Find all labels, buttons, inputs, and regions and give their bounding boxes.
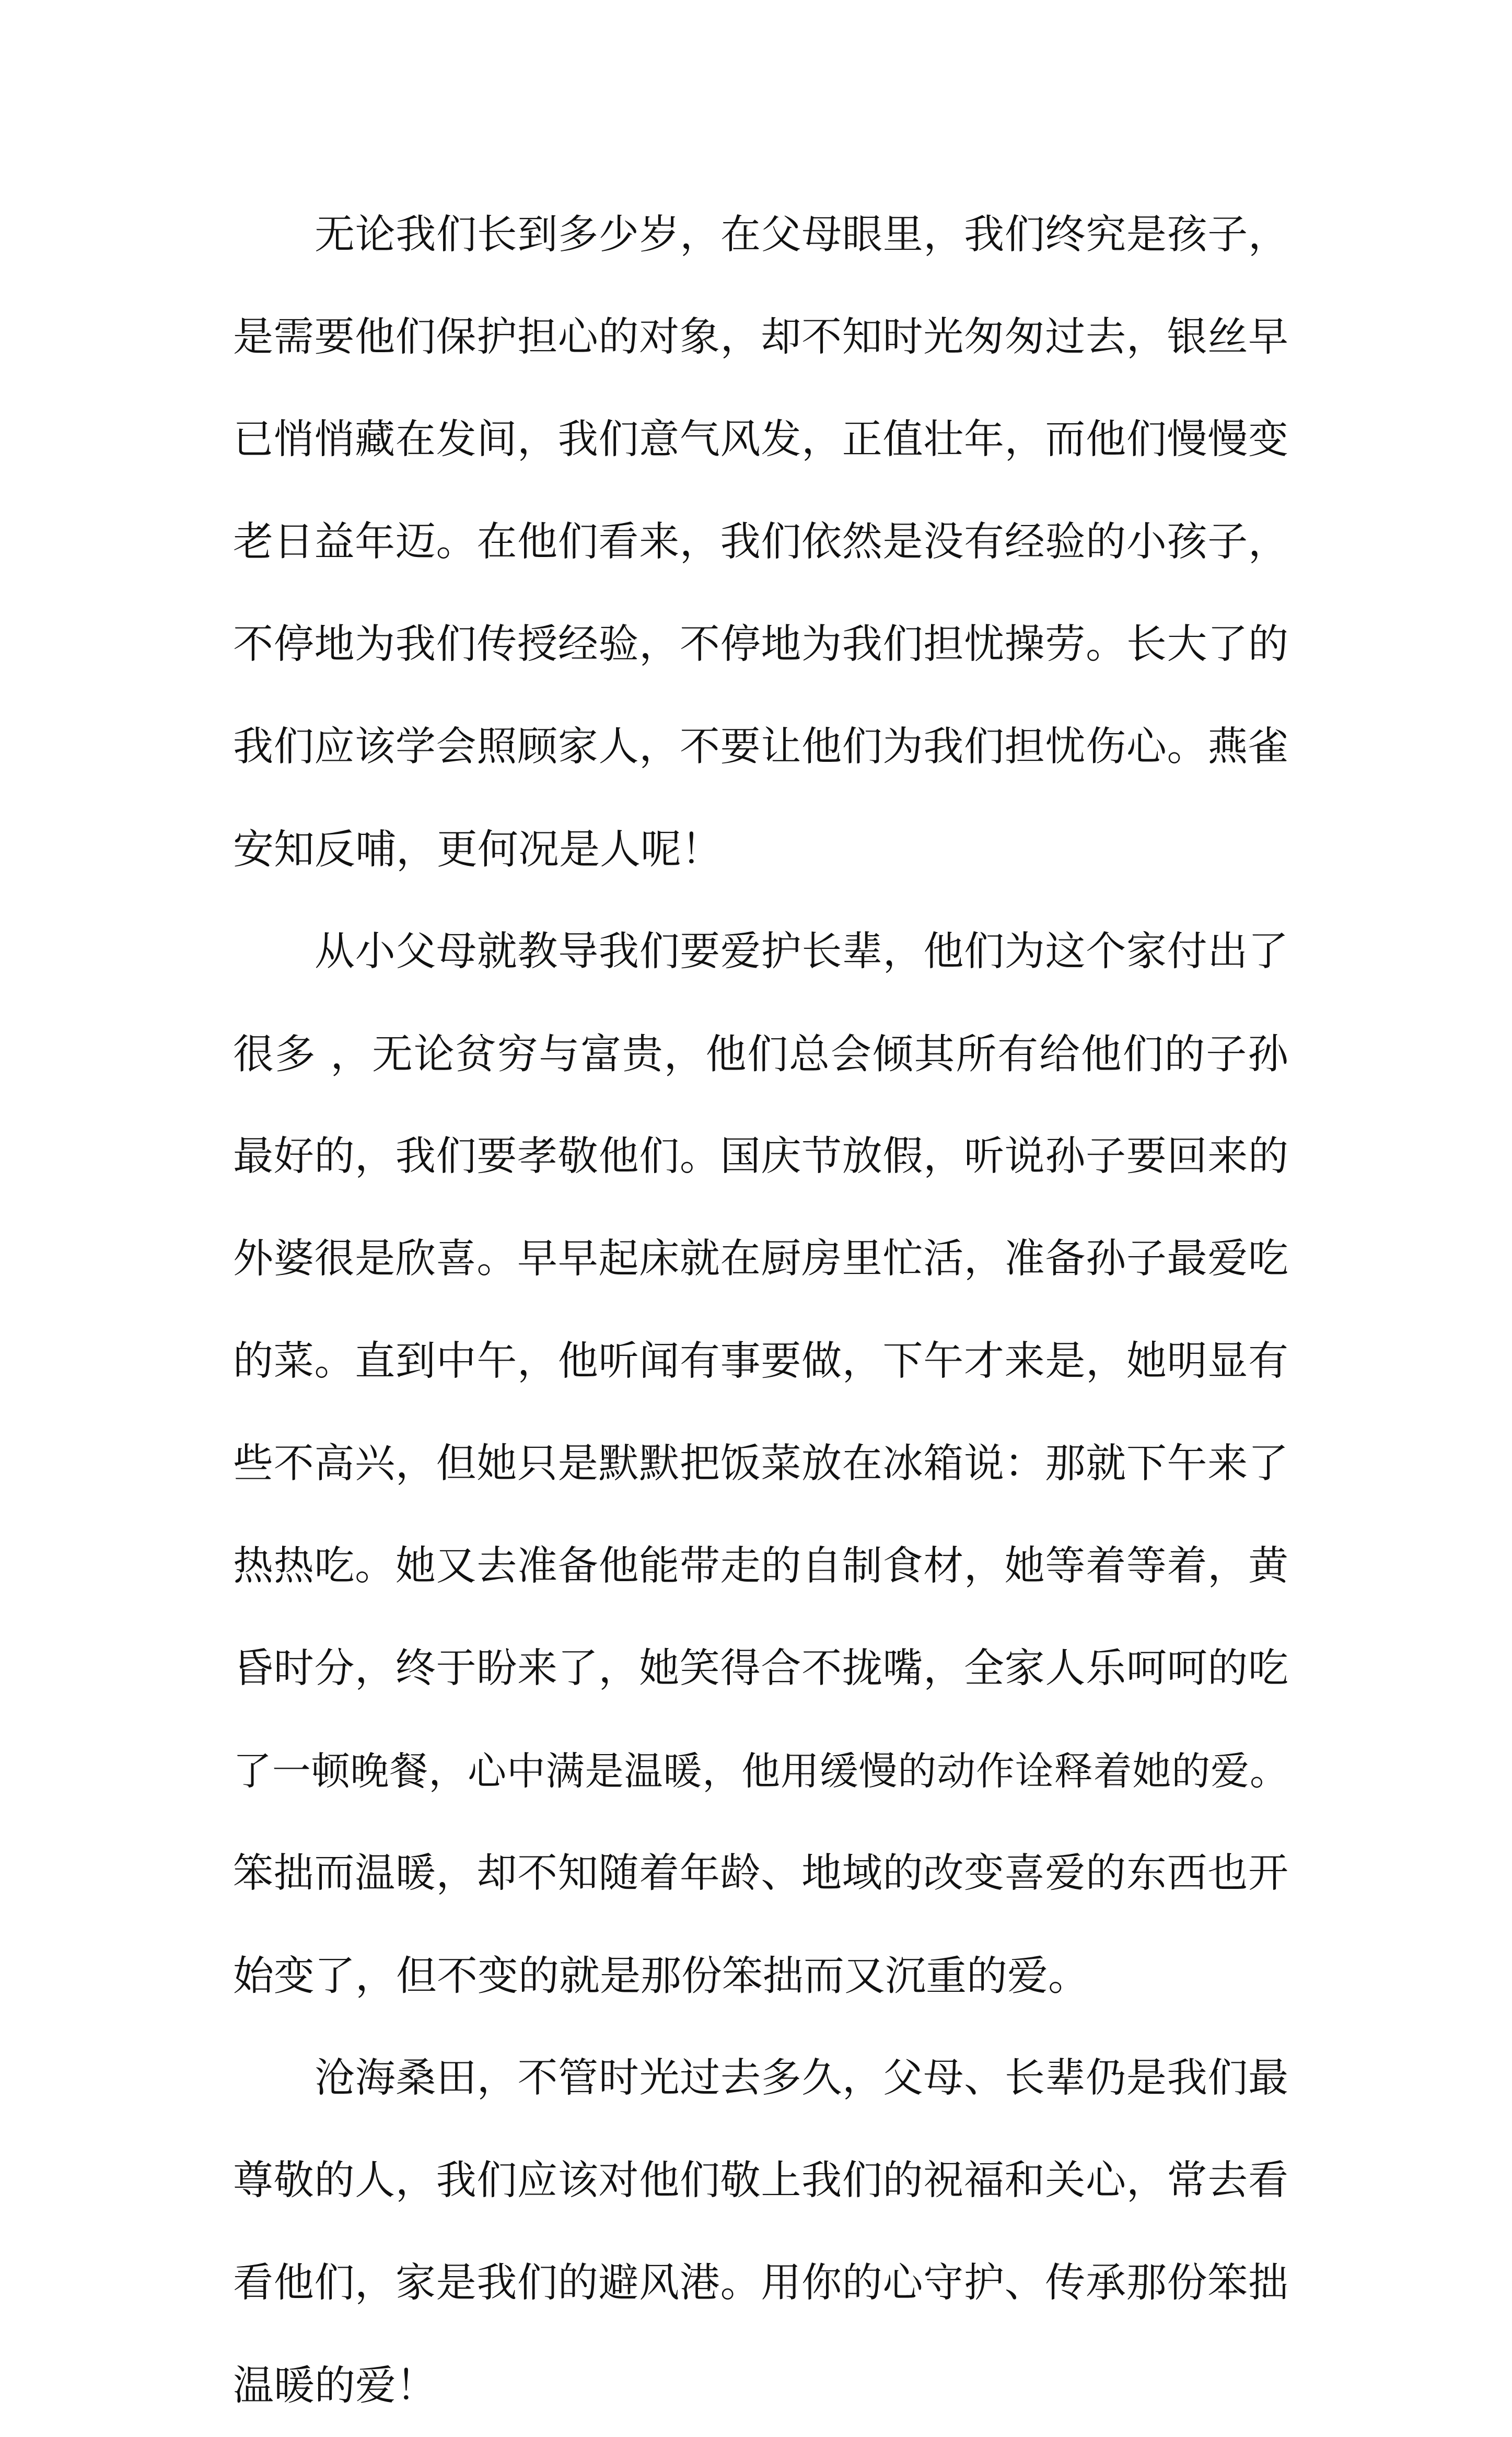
text-line: 的菜。直到中午，他听闻有事要做，下午才来是，她明显有 (233, 1338, 1288, 1385)
text-line: 不停地为我们传授经验，不停地为我们担忧操劳。长大了的 (233, 621, 1288, 668)
text-line: 笨拙而温暖，却不知随着年龄、地域的改变喜爱的东西也开 (233, 1850, 1288, 1897)
text-line: 老日益年迈。在他们看来，我们依然是没有经验的小孩子， (233, 519, 1288, 565)
text-line: 很多 ，无论贫穷与富贵，他们总会倾其所有给他们的子孙 (233, 1031, 1288, 1078)
text-line: 已悄悄藏在发间，我们意气风发，正值壮年，而他们慢慢变 (233, 416, 1288, 463)
text-line: 昏时分，终于盼来了，她笑得合不拢嘴，全家人乐呵呵的吃 (233, 1645, 1288, 1692)
text-line: 了一顿晚餐，心中满是温暖，他用缓慢的动作诠释着她的爱。 (233, 1749, 1288, 1794)
text-line: 是需要他们保护担心的对象，却不知时光匆匆过去，银丝早 (233, 314, 1288, 361)
text-line: 外婆很是欣喜。早早起床就在厨房里忙活，准备孙子最爱吃 (233, 1236, 1288, 1282)
text-line: 沧海桑田，不管时光过去多久，父母、长辈仍是我们最 (315, 2055, 1288, 2102)
text-line: 我们应该学会照顾家人，不要让他们为我们担忧伤心。燕雀 (233, 724, 1288, 770)
text-line: 安知反哺，更何况是人呢！ (233, 826, 723, 873)
text-line: 无论我们长到多少岁，在父母眼里，我们终究是孩子， (315, 212, 1288, 258)
document-body (233, 184, 1288, 2437)
text-line: 看他们，家是我们的避风港。用你的心守护、传承那份笨拙 (233, 2260, 1288, 2306)
text-line: 尊敬的人，我们应该对他们敬上我们的祝福和关心，常去看 (233, 2157, 1288, 2204)
text-line: 温暖的爱！ (233, 2362, 437, 2409)
paragraph-3 (233, 2027, 1288, 2437)
text-line: 从小父母就教导我们要爱护长辈，他们为这个家付出了 (315, 929, 1288, 975)
paragraph-2 (233, 901, 1288, 2027)
text-line: 最好的，我们要孝敬他们。国庆节放假，听说孙子要回来的 (233, 1133, 1288, 1180)
text-line: 热热吃。她又去准备他能带走的自制食材，她等着等着，黄 (233, 1543, 1288, 1589)
text-line: 始变了，但不变的就是那份笨拙而又沉重的爱。 (233, 1953, 1089, 2000)
paragraph-1 (233, 184, 1288, 901)
text-line: 些不高兴，但她只是默默把饭菜放在冰箱说：那就下午来了 (233, 1441, 1288, 1487)
